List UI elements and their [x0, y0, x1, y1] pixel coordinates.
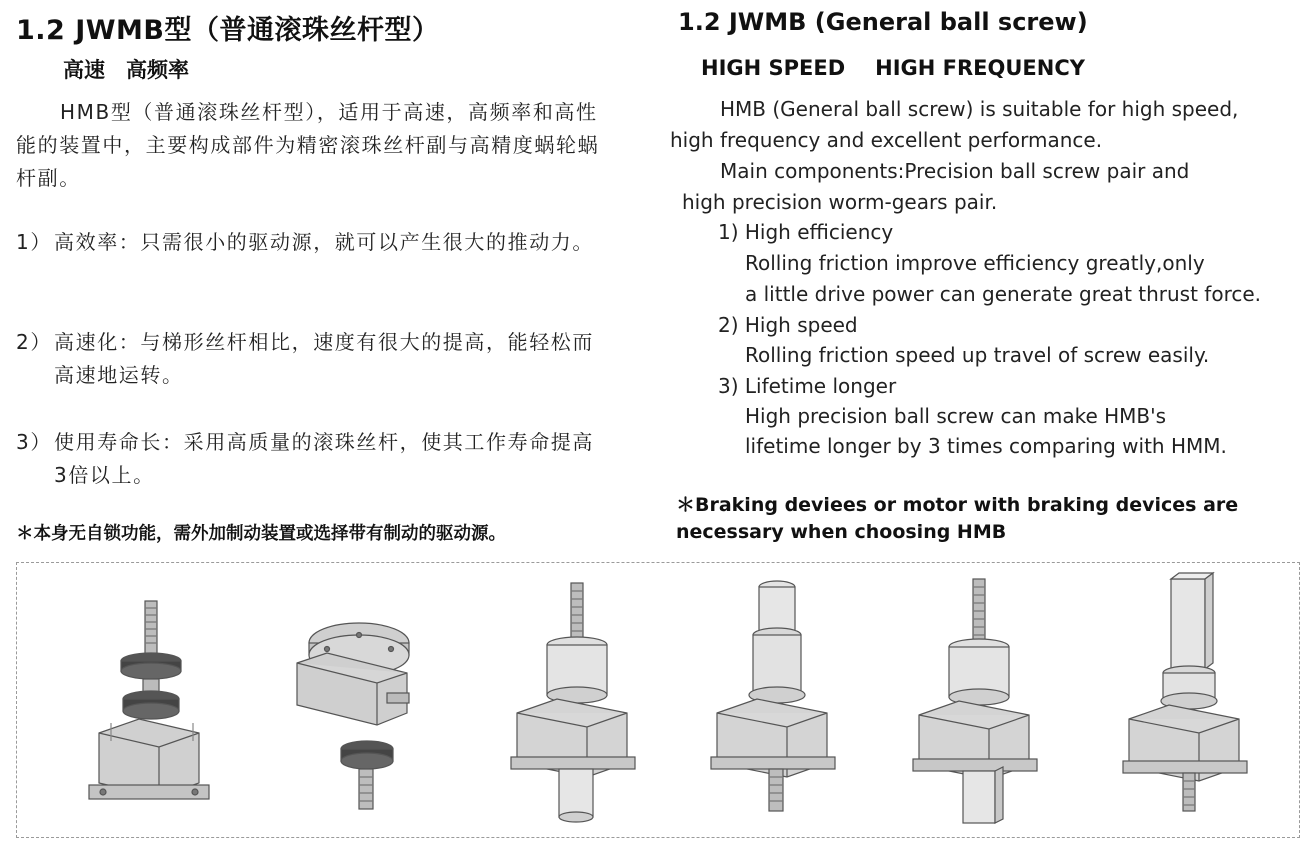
feature-detail: High precision ball screw can make HMB's	[745, 404, 1167, 428]
page-title-en: 1.2 JWMB (General ball screw)	[678, 8, 1088, 36]
ball-screw-jack-with-round-tube-icon	[707, 563, 857, 833]
item-text: 高速化：与梯形丝杆相比，速度有很大的提高，能轻松而高速地运转。	[54, 330, 594, 387]
braking-note-line: necessary when choosing HMB	[676, 521, 1007, 543]
braking-note-cn: ＊本身无自锁功能，需外加制动装置或选择带有制动的驱动源。	[16, 524, 506, 544]
item-number: 1）	[16, 230, 52, 254]
item-number: 2）	[16, 330, 52, 354]
feature-detail: Rolling friction speed up travel of screw easily.	[745, 343, 1210, 367]
ball-screw-jack-with-square-tube-icon	[907, 563, 1057, 833]
item-number: 3）	[16, 430, 52, 454]
intro-line: HMB (General ball screw) is suitable for high speed,	[720, 97, 1239, 121]
intro-line: high precision worm-gears pair.	[682, 190, 998, 214]
feature-heading: 2) High speed	[718, 313, 858, 337]
feature-item-cn	[16, 326, 606, 392]
page-title-cn: 1.2 JWMB型（普通滚珠丝杆型）	[16, 15, 440, 46]
intro-paragraph-cn: HMB型（普通滚珠丝杆型），适用于高速，高频率和高性能的装置中，主要构成部件为精密滚珠丝杆副与高精度蜗轮蜗杆副。	[16, 100, 600, 190]
product-gallery	[16, 562, 1300, 838]
ball-screw-jack-with-tall-square-tube-icon	[1117, 563, 1267, 833]
inverted-ball-screw-jack-with-nut-icon	[77, 563, 227, 833]
subtitle-high-frequency: HIGH FREQUENCY	[875, 56, 1085, 80]
feature-item-cn	[16, 226, 606, 259]
item-text: 高效率：只需很小的驱动源，就可以产生很大的推动力。	[54, 230, 594, 254]
subtitle-en	[701, 56, 1115, 80]
item-text: 使用寿命长：采用高质量的滚珠丝杆，使其工作寿命提高3倍以上。	[54, 430, 594, 487]
subtitle-high-speed: HIGH SPEED	[701, 56, 846, 80]
feature-detail: lifetime longer by 3 times comparing with HMM.	[745, 434, 1227, 458]
tilted-ball-screw-jack-with-cover-icon	[287, 563, 437, 833]
braking-note-line: ＊Braking deviees or motor with braking devices are	[676, 494, 1239, 516]
feature-heading: 1) High efficiency	[718, 220, 894, 244]
intro-line: Main components:Precision ball screw pair and	[720, 159, 1190, 183]
intro-line: high frequency and excellent performance.	[670, 128, 1103, 152]
upright-ball-screw-jack-with-cover-icon	[507, 563, 657, 833]
feature-item-cn	[16, 426, 606, 492]
subtitle-cn: 高速 高频率	[63, 58, 189, 82]
feature-heading: 3) Lifetime longer	[718, 374, 897, 398]
braking-note-en	[676, 492, 1238, 546]
feature-detail: a little drive power can generate great thrust force.	[745, 282, 1262, 306]
feature-detail: Rolling friction improve efficiency greatly,only	[745, 251, 1205, 275]
